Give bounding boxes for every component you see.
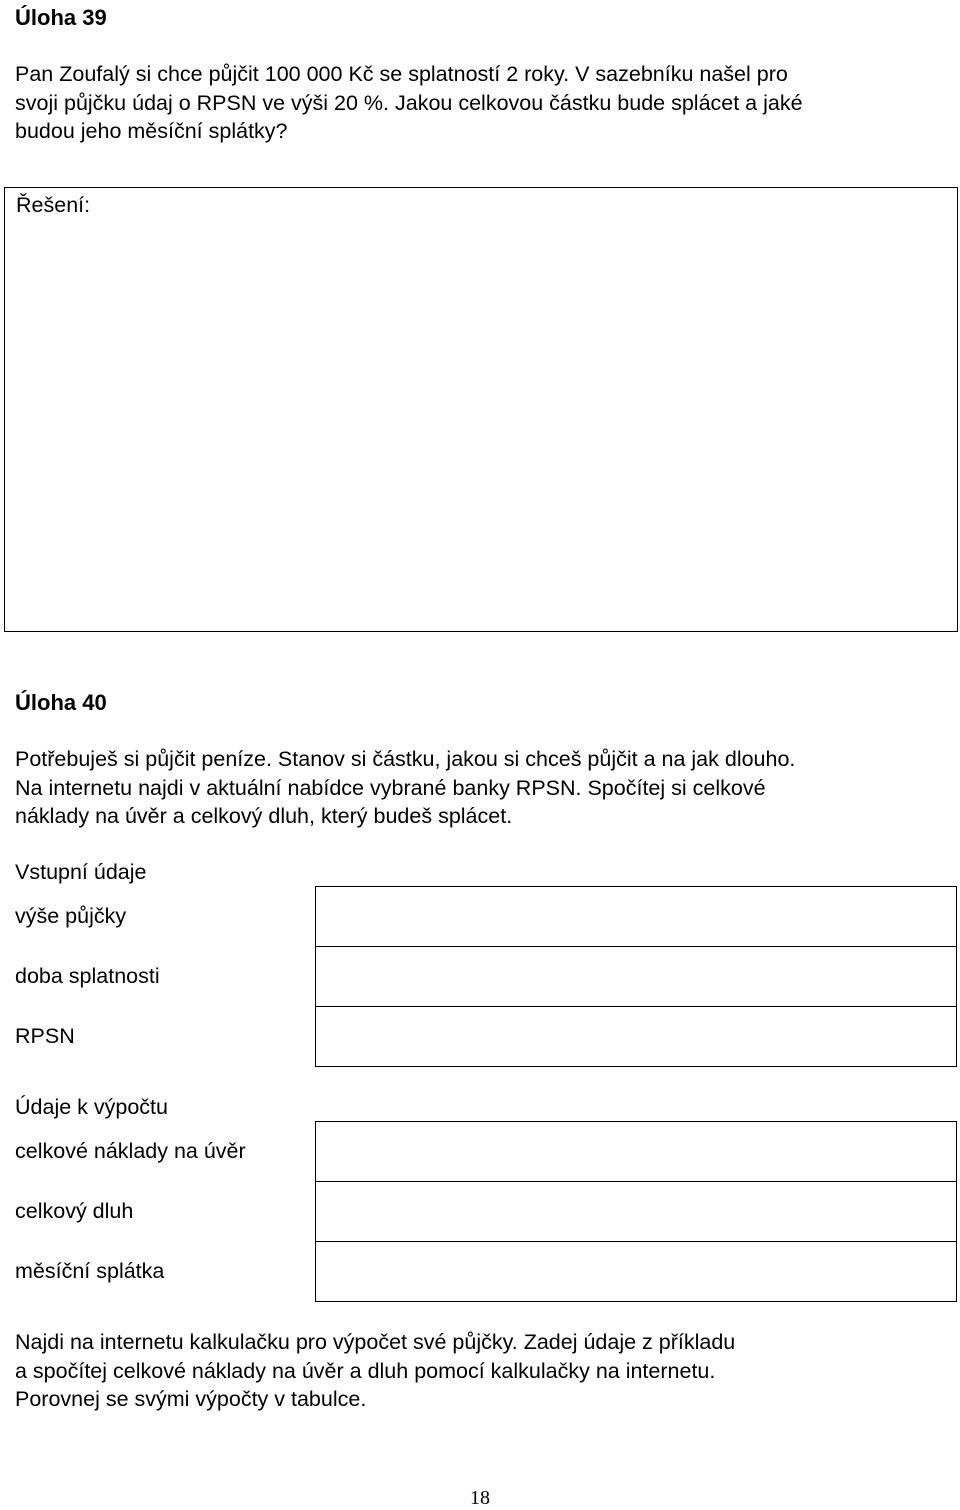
calc-section-title: Údaje k výpočtu [15,1095,168,1119]
calc-field-total-debt[interactable] [316,1182,957,1242]
task40-text [15,745,795,831]
task40-line-1: Potřebuješ si půjčit peníze. Stanov si částku, jakou si chceš půjčit a na jak dlouho. [15,747,796,771]
calc-label-monthly-payment: měsíční splátka [15,1259,165,1283]
solution-answer-box[interactable] [4,187,958,632]
calc-table [8,1121,957,1302]
input-label-loan-amount: výše půjčky [15,904,127,928]
task40-heading: Úloha 40 [15,690,107,715]
calc-field-monthly-payment[interactable] [316,1242,957,1302]
calc-field-total-cost[interactable] [316,1122,957,1182]
calc-label-total-cost: celkové náklady na úvěr [15,1139,246,1163]
input-table [8,886,957,1067]
table-row [8,887,957,947]
task39-text [15,60,803,146]
task39-line-3: budou jeho měsíční splátky? [15,119,288,143]
table-row [8,1242,957,1302]
input-field-rpsn[interactable] [316,1007,957,1067]
input-label-rpsn: RPSN [15,1024,75,1048]
closing-text [15,1328,735,1414]
input-section-title: Vstupní údaje [15,860,147,884]
table-row [8,1007,957,1067]
closing-line-2: a spočítej celkové náklady na úvěr a dluh pomocí kalkulačky na internetu. [15,1358,716,1383]
task39-heading: Úloha 39 [15,5,107,30]
task39-line-1: Pan Zoufalý si chce půjčit 100 000 Kč se splatností 2 roky. V sazebníku našel pro [15,62,788,86]
closing-line-1: Najdi na internetu kalkulačku pro výpočet své půjčky. Zadej údaje z příkladu [15,1330,736,1354]
table-row [8,1122,957,1182]
input-field-loan-amount[interactable] [316,887,957,947]
closing-line-3: Porovnej se svými výpočty v tabulce. [15,1387,367,1411]
table-row [8,1182,957,1242]
table-row [8,947,957,1007]
input-label-repayment-period: doba splatnosti [15,964,160,988]
task39-line-2: svoji půjčku údaj o RPSN ve výši 20 %. Jakou celkovou částku bude splácet a jaké [15,90,803,115]
task40-line-2: Na internetu najdi v aktuální nabídce vybrané banky RPSN. Spočítej si celkové [15,775,766,800]
task40-line-3: náklady na úvěr a celkový dluh, který budeš splácet. [15,804,513,828]
page-number: 18 [470,1487,490,1509]
solution-label: Řešení: [16,193,91,217]
calc-label-total-debt: celkový dluh [15,1199,134,1223]
input-field-repayment-period[interactable] [316,947,957,1007]
